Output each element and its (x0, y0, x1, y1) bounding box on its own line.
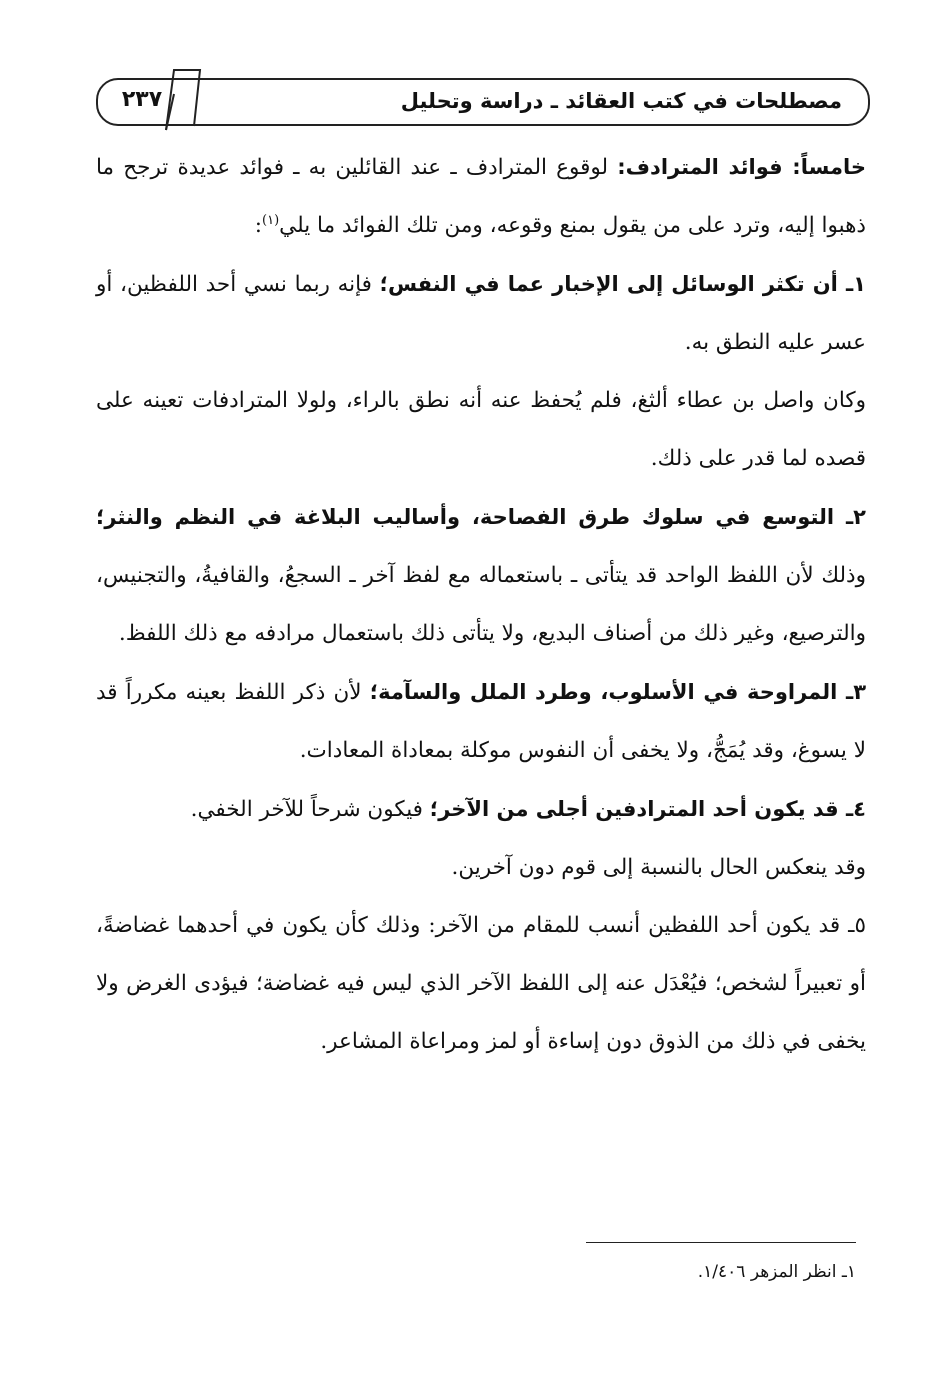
point-heading: ٣ـ المراوحة في الأسلوب، وطرد الملل والسآمة؛ (369, 680, 867, 704)
paragraph-text: لأن ذكر اللفظ بعينه مكرراً قد لا يسوغ، وقد يُمَجُّ، ولا يخفى أن النفوس موكلة بمعاداة المعادات. (96, 680, 866, 763)
section-heading: خامساً: فوائد المترادف: (617, 155, 866, 179)
footnote-separator (586, 1242, 856, 1243)
footnote: ١ـ انظر المزهر ١/٤٠٦. (697, 1262, 856, 1282)
paragraph-text: وقد ينعكس الحال بالنسبة إلى قوم دون آخرين. (451, 855, 866, 880)
paragraph-reverse-case (96, 839, 866, 897)
paragraph-point-2 (96, 488, 866, 663)
paragraph-point-1 (96, 255, 866, 372)
paragraph-point-3 (96, 663, 866, 780)
main-text (96, 138, 866, 1071)
running-header-title: مصطلحات في كتب العقائد ـ دراسة وتحليل (400, 89, 842, 113)
paragraph-point-5 (96, 897, 866, 1071)
point-heading: ٤ـ قد يكون أحد المترادفين أجلى من الآخر؛ (429, 797, 866, 821)
paragraph-text: لوقوع المترادف ـ عند القائلين به ـ فوائد عديدة ترجح ما ذهبوا إليه، وترد على من يقول بمنع وقوعه، ومن تلك الفوائد ما يلي (96, 155, 866, 238)
paragraph-text: وكان واصل بن عطاء ألثغ، فلم يُحفظ عنه أنه نطق بالراء، ولولا المترادفات تعينه على قصده لما قدر على ذلك. (96, 388, 866, 471)
paragraph-wasil-example (96, 372, 866, 488)
paragraph-benefits-intro (96, 138, 866, 255)
paragraph-tail: : (254, 213, 263, 238)
paragraph-text: ٥ـ قد يكون أحد اللفظين أنسب للمقام من الآخر: وذلك كأن يكون في أحدهما غضاضةً، أو تعبيراً لشخص؛ فيُعْدَل عنه إلى اللفظ الآخر الذي ليس فيه غضاضة؛ فيؤدى الغرض ولا يخفى في ذلك من الذوق دون إساءة أو لمز ومراعاة المشاعر. (96, 913, 866, 1054)
footnote-reference: (١) (262, 212, 280, 228)
point-heading: ١ـ أن تكثر الوسائل إلى الإخبار عما في النفس؛ (379, 272, 866, 296)
page-number: ٢٣٧ (121, 87, 163, 112)
paragraph-text: فإنه ربما نسي أحد اللفظين، أو عسر عليه النطق به. (96, 272, 866, 355)
paragraph-point-4 (96, 780, 866, 839)
point-heading: ٢ـ التوسع في سلوك طرق الفصاحة، وأساليب البلاغة في النظم والنثر؛ (96, 505, 866, 529)
paragraph-text: وذلك لأن اللفظ الواحد قد يتأتى ـ باستعماله مع لفظ آخر ـ السجعُ، والقافيةُ، والتجنيس، والترصيع، وغير ذلك من أصناف البديع، ولا يتأتى ذلك باستعمال مرادفه مع ذلك اللفظ. (96, 563, 866, 646)
paragraph-text: فيكون شرحاً للآخر الخفي. (190, 797, 430, 822)
